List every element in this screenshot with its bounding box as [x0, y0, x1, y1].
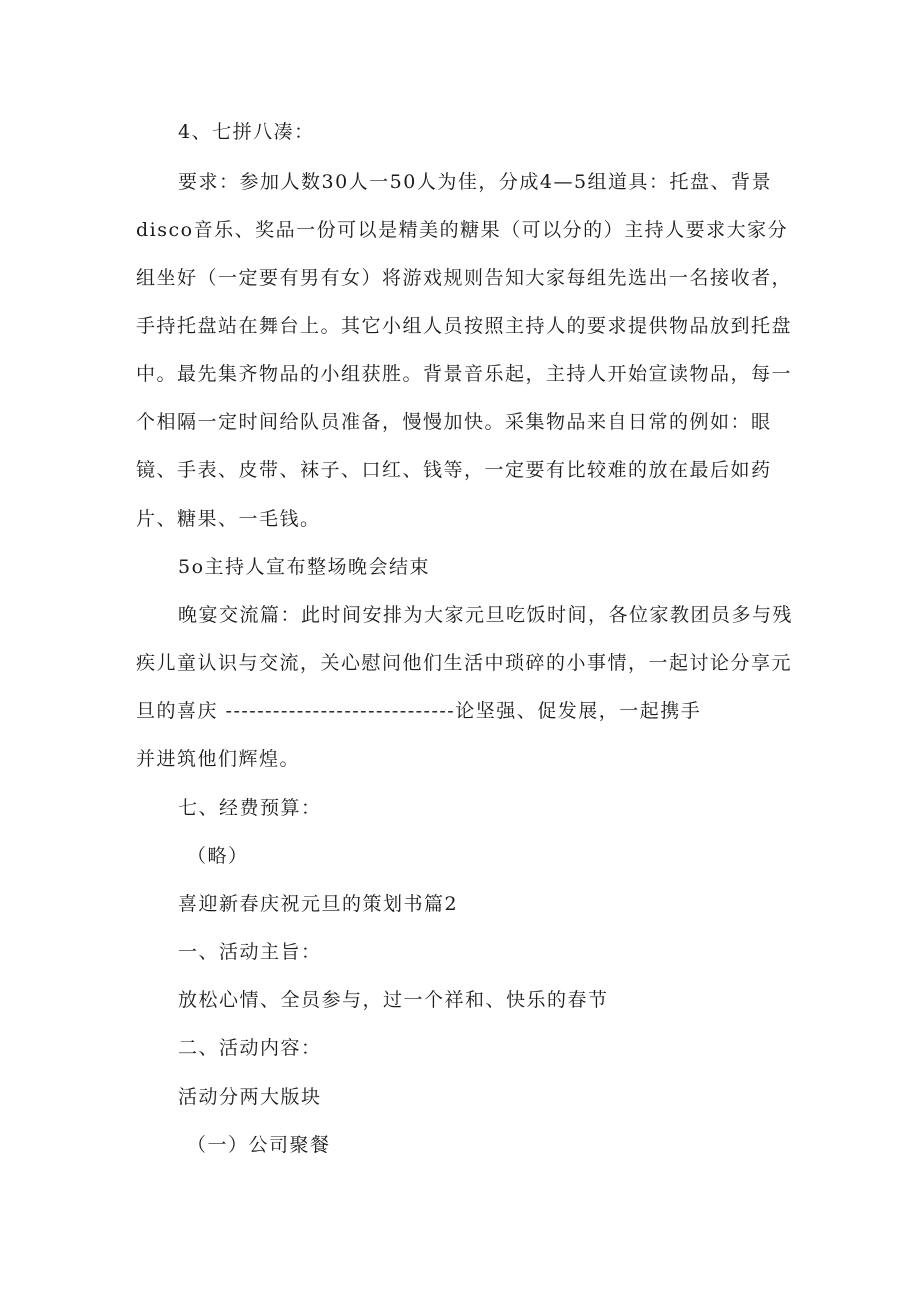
paragraph-line: 并进筑他们辉煌。 — [136, 748, 301, 770]
paragraph-line: 5o主持人宣布整场晚会结束 — [178, 556, 431, 578]
paragraph-line: 要求：参加人数30人一50人为佳，分成4—5组道具：托盘、背景 — [178, 171, 773, 193]
paragraph-line: 中。最先集齐物品的小组获胜。背景音乐起，主持人开始宣读物品，每一 — [136, 363, 793, 385]
paragraph-line: 晚宴交流篇：此时间安排为大家元旦吃饭时间，各位家教团员多与残 — [178, 604, 794, 626]
section-heading-budget: 七、经费预算： — [178, 797, 322, 819]
document-title: 喜迎新春庆祝元旦的策划书篇2 — [178, 893, 459, 915]
paragraph-line: 片、糖果、一毛钱。 — [136, 508, 321, 530]
paragraph-line: disco音乐、奖品一份可以是精美的糖果（可以分的）主持人要求大家分 — [136, 219, 789, 241]
subsection-heading-company-dinner: （一）公司聚餐 — [187, 1134, 331, 1156]
section-heading-purpose: 一、活动主旨： — [178, 941, 322, 963]
paragraph-line: 手持托盘站在舞台上。其它小组人员按照主持人的要求提供物品放到托盘 — [136, 315, 793, 337]
paragraph-line: 旦的喜庆 -----------------------------论坚强、促发展，一起携手 — [136, 700, 702, 722]
paragraph-line: 镜、手表、皮带、袜子、口红、钱等，一定要有比较难的放在最后如药 — [136, 459, 772, 481]
paragraph-line: （略） — [187, 845, 249, 867]
section-heading-qipinbacou: 4、七拼八凑： — [178, 121, 315, 143]
section-heading-content: 二、活动内容： — [178, 1037, 322, 1059]
paragraph-line: 个相隔一定时间给队员准备，慢慢加快。采集物品来自日常的例如：眼 — [136, 411, 772, 433]
paragraph-line: 疾儿童认识与交流，关心慰问他们生活中琐碎的小事情，一起讨论分享元 — [136, 652, 793, 674]
paragraph-line: 活动分两大版块 — [178, 1086, 322, 1108]
paragraph-line: 组坐好（一定要有男有女）将游戏规则告知大家每组先选出一名接收者， — [136, 267, 793, 289]
paragraph-line: 放松心情、全员参与，过一个祥和、快乐的春节 — [178, 989, 609, 1011]
